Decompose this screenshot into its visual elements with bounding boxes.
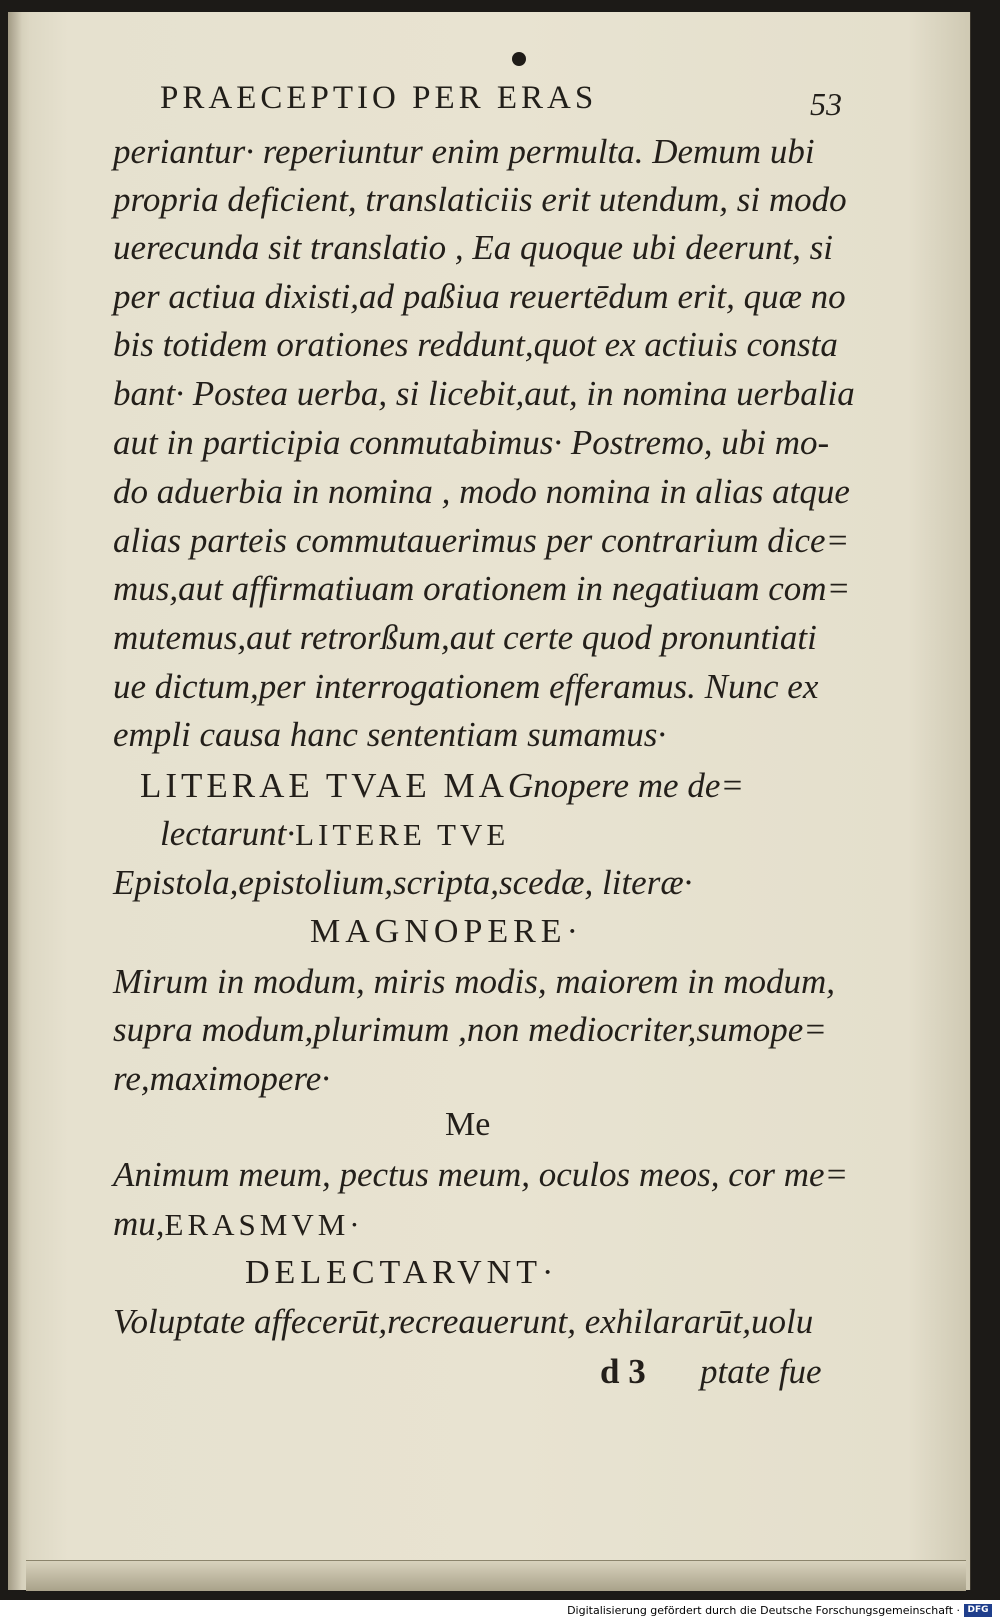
page-edge: [26, 1560, 966, 1591]
body-line: per actiua dixisti,ad paßiua reuertēdum erit, quæ no: [113, 277, 846, 316]
body-line: mus,aut affirmatiuam orationem in negatiuam com=: [113, 569, 851, 608]
example-caps: LITERE TVE: [295, 817, 510, 852]
delectarunt-heading: DELECTARVNT·: [245, 1254, 559, 1291]
footer-bar: [0, 1600, 1000, 1622]
body-line: uerecunda sit translatio , Ea quoque ubi deerunt, si: [113, 228, 834, 267]
running-head: PRAECEPTIO PER ERAS: [160, 80, 598, 116]
body-line: empli causa hanc sententiam sumamus·: [113, 715, 667, 754]
me-line-2: [113, 1204, 364, 1244]
body-line: aut in participia conmutabimus· Postremo, ubi mo-: [113, 423, 830, 462]
body-line: bis totidem orationes reddunt,quot ex actiuis consta: [113, 325, 838, 364]
body-line: mutemus,aut retrorßum,aut certe quod pronuntiati: [113, 618, 817, 657]
body-line: alias parteis commutauerimus per contrarium dice=: [113, 521, 850, 560]
signature-mark: d 3: [600, 1352, 646, 1391]
ornament-dot: [512, 52, 526, 66]
example-italic: lectarunt·: [160, 814, 296, 853]
example-line-1: [140, 766, 744, 806]
magnopere-line: supra modum,plurimum ,non mediocriter,sumope=: [113, 1010, 827, 1049]
dfg-logo-icon: DFG: [964, 1604, 992, 1617]
example-line-2: [160, 814, 509, 854]
body-line: periantur· reperiuntur enim permulta. Demum ubi: [113, 132, 815, 171]
example-italic: Gnopere me de=: [507, 766, 744, 805]
me-caps: ERASMVM·: [164, 1207, 364, 1242]
body-line: do aduerbia in nomina , modo nomina in alias atque: [113, 472, 850, 511]
me-line: Animum meum, pectus meum, oculos meos, cor me=: [113, 1155, 849, 1194]
catchword: ptate fue: [700, 1352, 822, 1391]
body-line: ue dictum,per interrogationem efferamus. Nunc ex: [113, 667, 819, 706]
magnopere-line: Mirum in modum, miris modis, maiorem in modum,: [113, 962, 836, 1001]
literae-synonyms: Epistola,epistolium,scripta,scedæ, literæ·: [113, 863, 693, 902]
page-number: 53: [810, 86, 842, 122]
me-italic: mu,: [113, 1204, 165, 1243]
me-heading: Me: [445, 1106, 491, 1143]
delectarunt-line: Voluptate affecerūt,recreauerunt, exhilararūt,uolu: [113, 1302, 814, 1341]
funding-credit: Digitalisierung gefördert durch die Deutsche Forschungsgemeinschaft ·: [567, 1604, 960, 1617]
magnopere-heading: MAGNOPERE·: [310, 913, 583, 950]
body-line: propria deficient, translaticiis erit utendum, si modo: [113, 180, 847, 219]
magnopere-line: re,maximopere·: [113, 1059, 331, 1098]
body-line: bant· Postea uerba, si licebit,aut, in nomina uerbalia: [113, 374, 855, 413]
example-caps: LITERAE TVAE MA: [140, 766, 508, 805]
